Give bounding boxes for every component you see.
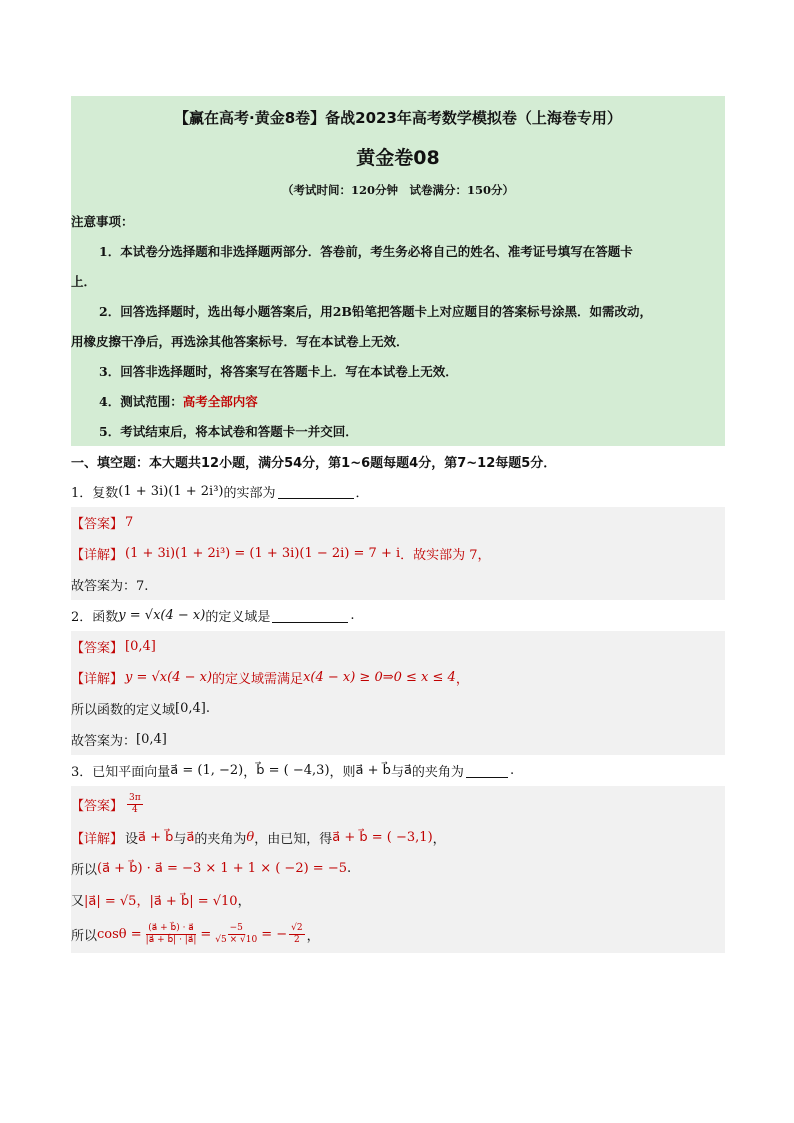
q2-final — [71, 724, 725, 755]
q3-answer-den: 4 — [131, 804, 138, 815]
q3-d1-prefix: 设 — [125, 832, 139, 847]
q3-d4-eq: = — [200, 926, 212, 942]
q3-vec-a: a⃗ = (1, −2) — [170, 763, 244, 778]
q3-a: a⃗ — [403, 763, 412, 778]
q3-vec-b: b⃗ = ( −4,3) — [256, 763, 330, 778]
q3-d1-mid: 的夹角为 — [194, 832, 247, 847]
q3-d4-f1-num: (a⃗ + b⃗) · a⃗ — [148, 922, 194, 933]
q3-d4-fraction-3 — [289, 923, 304, 946]
q2-final-val: [0,4] — [136, 732, 167, 747]
answer-tag: 【答案】 — [71, 798, 124, 814]
q1-end: ． — [355, 486, 369, 501]
note-4-prefix: 4．测试范围： — [99, 394, 183, 409]
q3-answer-row — [71, 786, 725, 822]
q1-detail-expr: (1 + 3i)(1 + 2i³) = (1 + 3i)(1 − 2i) = 7 + i — [125, 546, 401, 561]
q3-d4-f1-den: |a⃗ + b⃗| · |a⃗| — [145, 934, 197, 945]
q2-detail-cond: x(4 − x) ≥ 0⇒0 ≤ x ≤ 4 — [303, 670, 456, 685]
note-1b: 上． — [71, 274, 97, 289]
q3-d2-expr: (a⃗ + b⃗) · a⃗ = −3 × 1 + 1 × ( −2) = −5 — [97, 861, 347, 876]
q3-d4-fraction-1 — [144, 923, 199, 946]
q3-d2-end: . — [347, 861, 352, 876]
q3-d4-prefix: 所以 — [71, 928, 98, 944]
q2-answer-row — [71, 631, 725, 662]
q3-detail-row — [71, 822, 725, 853]
q2-answer: [0,4] — [125, 639, 156, 654]
q2-detail-expr: y = √x(4 − x) — [125, 670, 213, 685]
note-4 — [71, 386, 725, 416]
q1-prefix: 1．复数 — [71, 486, 119, 501]
answer-tag: 【答案】 — [71, 517, 124, 532]
q3-d3-expr: |a⃗| = √5，|a⃗ + b⃗| = √10 — [84, 894, 238, 909]
q2-answer-blank — [272, 608, 348, 623]
q2-solution — [71, 631, 725, 755]
detail-tag: 【详解】 — [71, 832, 124, 847]
exam-page — [71, 96, 725, 953]
q2-suffix: 的定义域是 — [205, 610, 271, 625]
q1-answer: 7 — [125, 515, 134, 530]
q3-answer-blank — [466, 763, 508, 778]
q1-final: 故答案为：7. — [71, 579, 149, 594]
q3-d4-f2-num: −5 — [229, 922, 243, 933]
q3-answer-fraction — [127, 793, 143, 816]
q3-d1-val: a⃗ + b⃗ = ( −3,1) — [332, 830, 433, 845]
q1-answer-blank — [278, 484, 354, 499]
q3-d3-end: ， — [237, 894, 251, 909]
note-3: 3．回答非选择题时，将答案写在答题卡上．写在本试卷上无效． — [99, 364, 458, 379]
q3-d4-f3-num: √2 — [291, 922, 303, 933]
note-4-scope: 高考全部内容 — [182, 394, 258, 409]
q1-solution — [71, 507, 725, 600]
q1-expr: (1 + 3i)(1 + 2i³) — [118, 484, 224, 499]
q3-end: . — [509, 763, 515, 778]
exam-header — [71, 96, 725, 446]
q2-detail-end: ， — [455, 672, 469, 687]
exam-time-score: （考试时间：120分钟 试卷满分：150分） — [281, 183, 514, 197]
note-2b: 用橡皮擦干净后，再选涂其他答案标号．写在本试卷上无效． — [71, 334, 409, 349]
q3-solution — [71, 786, 725, 953]
q3-with: 与 — [390, 765, 404, 780]
question-1 — [71, 476, 725, 507]
q3-d3-prefix: 又 — [71, 894, 85, 909]
detail-tag: 【详解】 — [71, 548, 124, 563]
q3-sep: ， — [243, 765, 257, 780]
q3-d4-eq2: = − — [261, 926, 288, 942]
q3-d1-with: 与 — [173, 832, 187, 847]
q3-d4-cos: cosθ = — [97, 926, 142, 942]
q3-d4-fraction-2 — [213, 923, 259, 946]
exam-series-title: 【赢在高考·黄金8卷】备战2023年高考数学模拟卷（上海卷专用） — [174, 108, 622, 127]
q2-prefix: 2．函数 — [71, 610, 119, 625]
q3-d1-sum: a⃗ + b⃗ — [138, 830, 174, 845]
q3-prefix: 3．已知平面向量 — [71, 765, 171, 780]
q3-sum: a⃗ + b⃗ — [355, 763, 391, 778]
q3-d1-a: a⃗ — [186, 830, 195, 845]
q3-d1-theta: θ — [246, 830, 255, 845]
q3-d4-f2-den: √5 × √10 — [215, 934, 258, 945]
q3-d1-end: ， — [432, 832, 446, 847]
q1-answer-row — [71, 507, 725, 538]
q3-d4-end: ， — [306, 928, 320, 944]
section-heading: 一、填空题：本大题共12小题，满分54分，第1~6题每题4分，第7~12每题5分． — [71, 455, 557, 471]
q3-d3-row — [71, 884, 725, 915]
q2-domain-row — [71, 693, 725, 724]
q3-d2-row — [71, 853, 725, 884]
q2-expr: y = √x(4 − x) — [118, 608, 206, 623]
q1-suffix: 的实部为 — [223, 486, 276, 501]
exam-paper-title: 黄金卷08 — [356, 146, 440, 169]
question-3 — [71, 755, 725, 786]
q2-line2-val: [0,4] — [175, 701, 206, 716]
q2-line2-prefix: 所以函数的定义域 — [71, 703, 176, 718]
q1-detail-row — [71, 538, 725, 569]
q3-d2-prefix: 所以 — [71, 863, 98, 878]
q2-final-prefix: 故答案为： — [71, 734, 137, 749]
detail-tag: 【详解】 — [71, 672, 124, 687]
note-1a: 1．本试卷分选择题和非选择题两部分．答卷前，考生务必将自己的姓名、准考证号填写在答题卡 — [99, 244, 633, 259]
q3-d4-row — [71, 915, 725, 953]
q2-detail-row — [71, 662, 725, 693]
q3-d1-known: ，由已知，得 — [254, 832, 333, 847]
q3-d4-f3-den: 2 — [293, 934, 300, 945]
answer-tag: 【答案】 — [71, 641, 124, 656]
q2-line2-end: . — [205, 701, 210, 716]
q2-detail-mid: 的定义域需满足 — [212, 672, 304, 687]
note-5: 5．考试结束后，将本试卷和答题卡一并交回． — [99, 424, 358, 439]
q1-detail-text: ．故实部为 7， — [400, 548, 491, 563]
q3-answer-num: 3π — [129, 792, 141, 803]
q3-mid: ，则 — [329, 765, 356, 780]
q3-suffix: 的夹角为 — [411, 765, 464, 780]
q2-end: . — [350, 608, 355, 623]
notes-label: 注意事项： — [71, 214, 134, 229]
note-2a: 2．回答选择题时，选出每小题答案后，用2B铅笔把答题卡上对应题目的答案标号涂黑．如需改动， — [99, 304, 652, 319]
question-2 — [71, 600, 725, 631]
